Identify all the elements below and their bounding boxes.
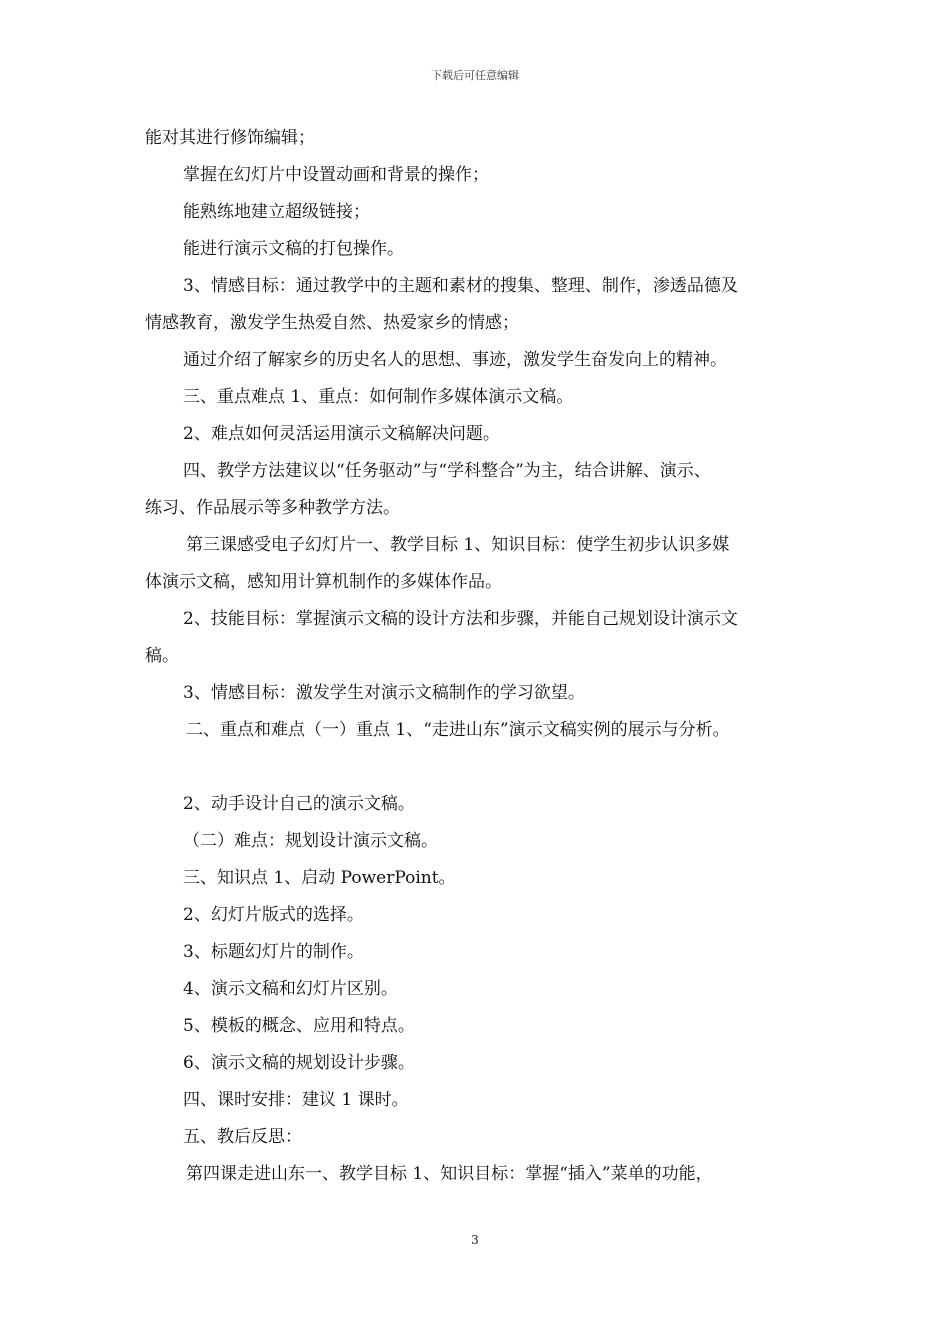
text-line: 四、课时安排：建议 1 课时。 — [183, 1090, 409, 1110]
text-line: 体演示文稿，感知用计算机制作的多媒体作品。 — [145, 572, 502, 592]
text-line: 三、重点难点 1、重点：如何制作多媒体演示文稿。 — [183, 387, 574, 407]
text-line: 2、技能目标：掌握演示文稿的设计方法和步骤，并能自己规划设计演示文 — [183, 609, 738, 629]
text-line: 五、教后反思： — [183, 1127, 302, 1147]
text-line: 第四课走进山东一、教学目标 1、知识目标：掌握“插入”菜单的功能， — [186, 1164, 713, 1184]
text-line: 3、情感目标：激发学生对演示文稿制作的学习欲望。 — [183, 683, 585, 703]
text-line: 能进行演示文稿的打包操作。 — [183, 239, 404, 259]
text-line: 练习、作品展示等多种教学方法。 — [145, 498, 400, 518]
text-line: 2、动手设计自己的演示文稿。 — [183, 794, 415, 814]
text-line: 能对其进行修饰编辑； — [145, 128, 315, 148]
text-line: 能熟练地建立超级链接； — [183, 202, 370, 222]
page-number: 3 — [471, 1233, 479, 1247]
text-line: 第三课感受电子幻灯片一、教学目标 1、知识目标：使学生初步认识多媒 — [186, 535, 730, 555]
text-line: 通过介绍了解家乡的历史名人的思想、事迹，激发学生奋发向上的精神。 — [183, 350, 727, 370]
text-line: 2、幻灯片版式的选择。 — [183, 905, 364, 925]
page-header: 下载后可任意编辑 — [431, 69, 519, 82]
text-line: 4、演示文稿和幻灯片区别。 — [183, 979, 398, 999]
text-line: 3、标题幻灯片的制作。 — [183, 942, 364, 962]
document-body — [145, 120, 835, 1193]
text-line: 2、难点如何灵活运用演示文稿解决问题。 — [183, 424, 500, 444]
blank-line — [145, 749, 835, 786]
text-line: 四、教学方法建议以“任务驱动”与“学科整合”为主，结合讲解、演示、 — [183, 461, 711, 481]
text-line: 三、知识点 1、启动 PowerPoint。 — [183, 868, 456, 888]
text-line: 3、情感目标：通过教学中的主题和素材的搜集、整理、制作，渗透品德及 — [183, 276, 738, 296]
text-line: 情感教育，激发学生热爱自然、热爱家乡的情感； — [145, 313, 519, 333]
text-line: 掌握在幻灯片中设置动画和背景的操作； — [183, 165, 489, 185]
text-line: 5、模板的概念、应用和特点。 — [183, 1016, 415, 1036]
text-line: （二）难点：规划设计演示文稿。 — [183, 831, 438, 851]
text-line: 6、演示文稿的规划设计步骤。 — [183, 1053, 415, 1073]
text-line: 稿。 — [145, 646, 179, 666]
text-line: 二、重点和难点（一）重点 1、“走进山东”演示文稿实例的展示与分析。 — [186, 720, 730, 740]
